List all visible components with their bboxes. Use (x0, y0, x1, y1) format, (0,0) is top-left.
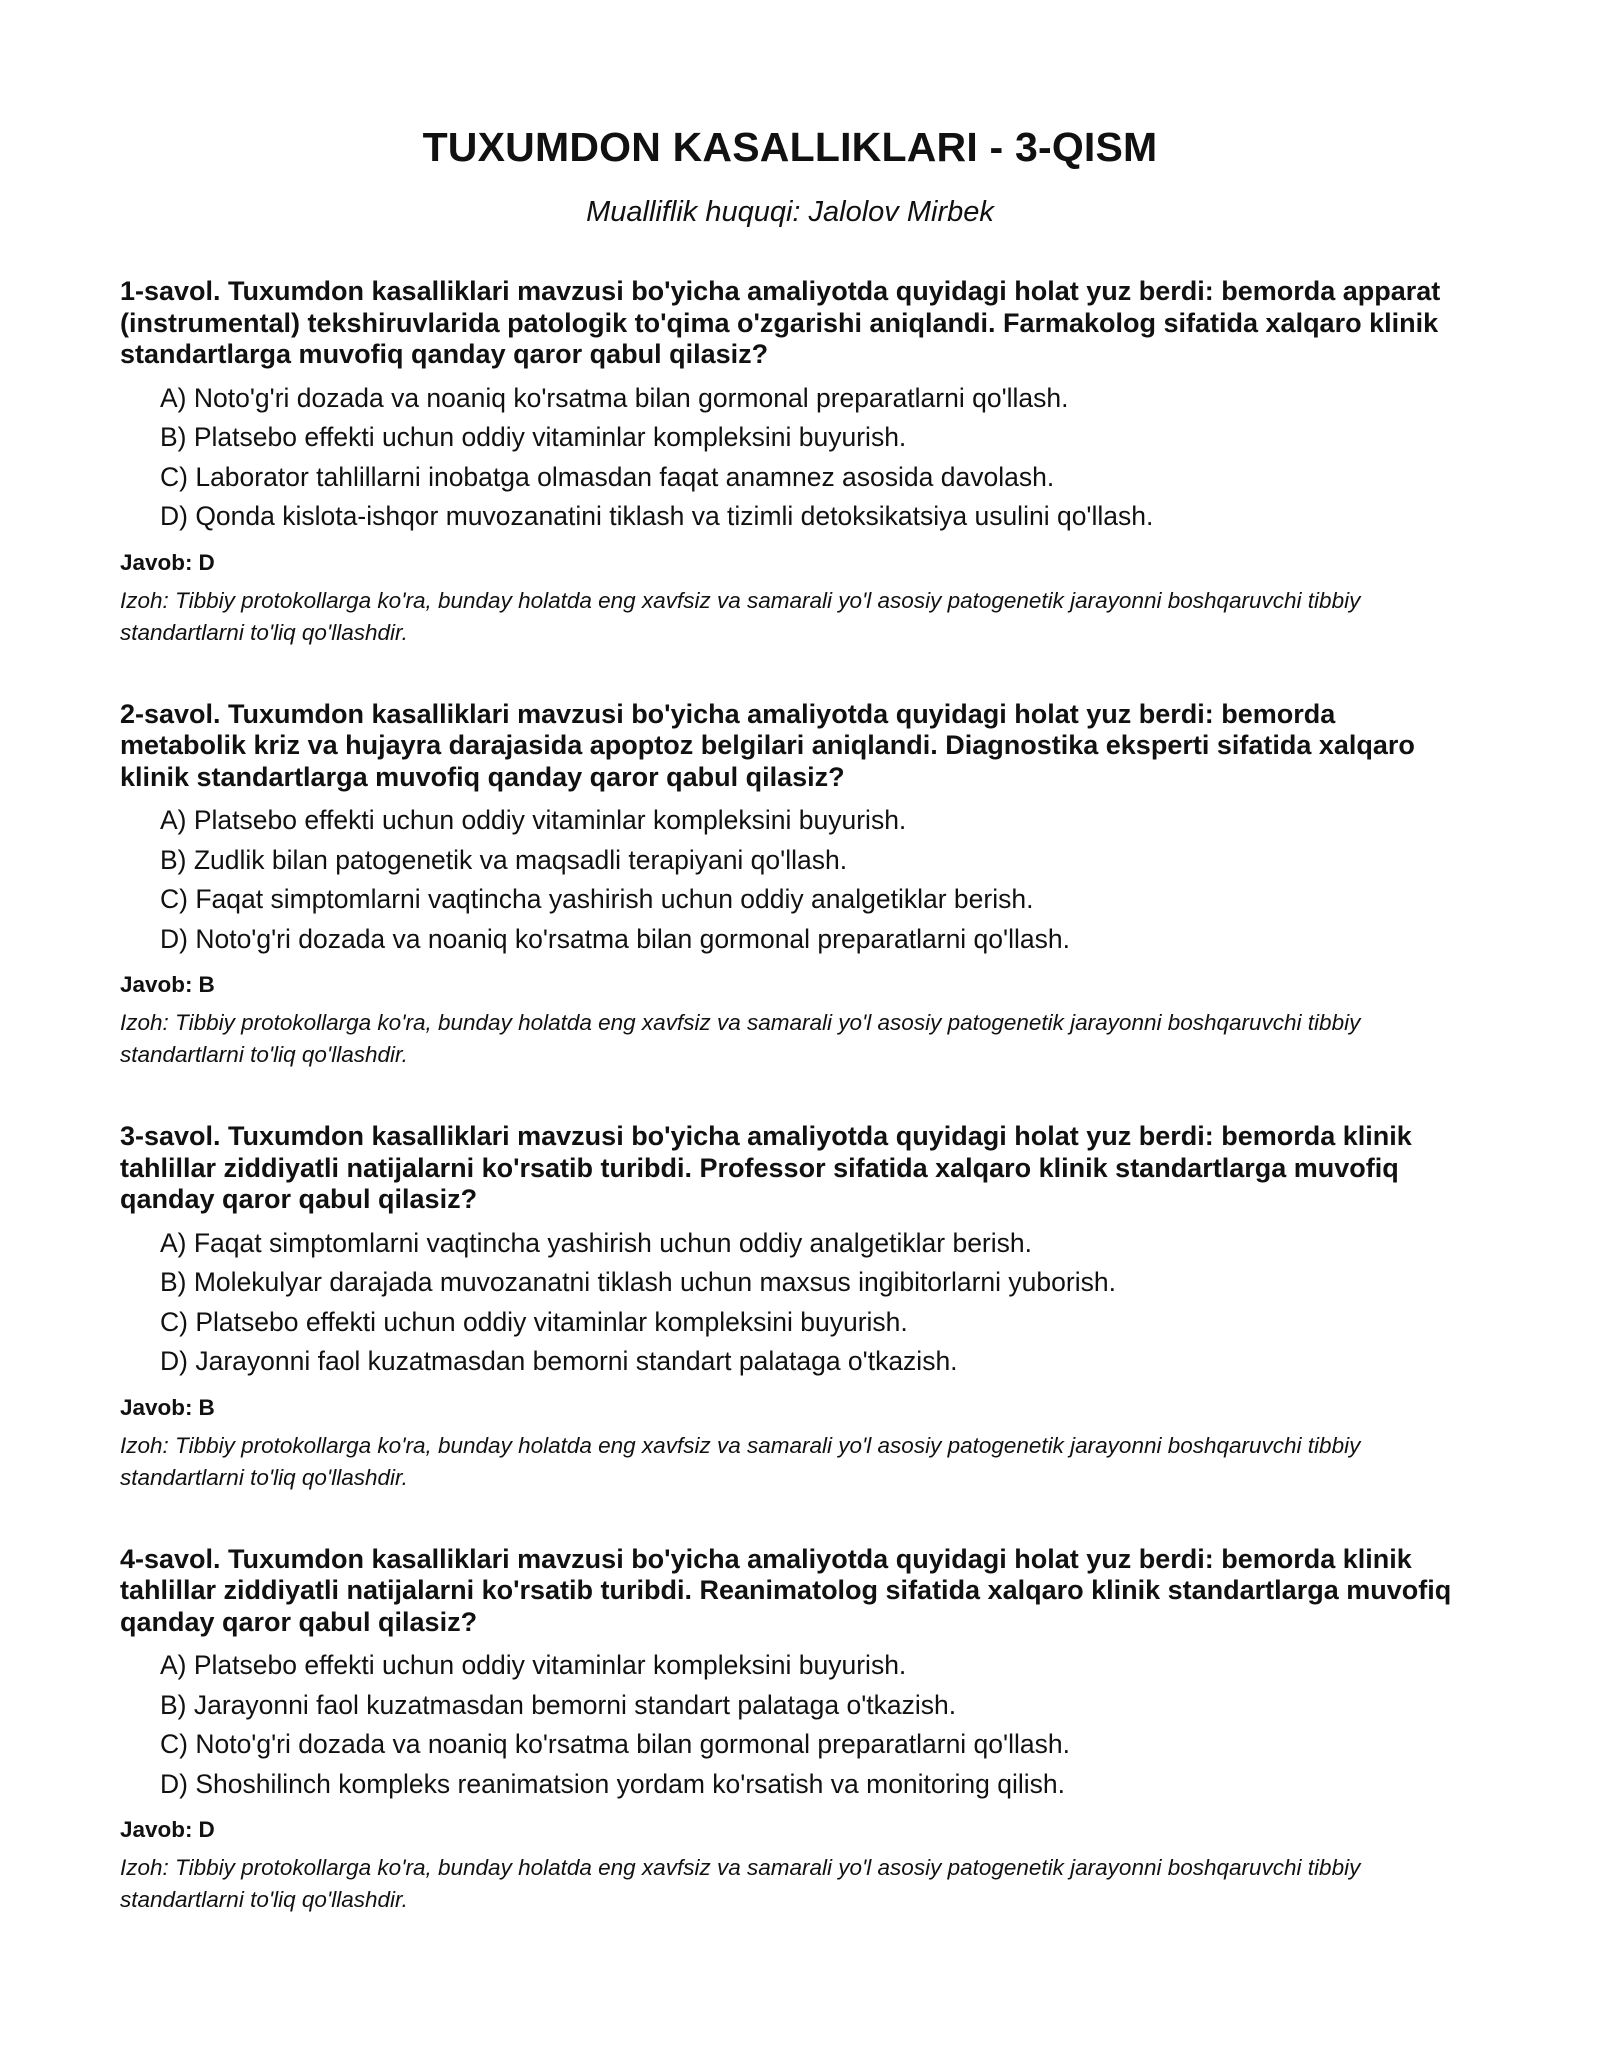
option-list (120, 379, 1460, 537)
option-c: C) Platsebo effekti uchun oddiy vitaminlar kompleksini buyurish. (160, 1306, 908, 1337)
answer-label: Javob: (120, 549, 193, 575)
option-b: B) Molekulyar darajada muvozanatni tiklash uchun maxsus ingibitorlarni yuborish. (160, 1267, 1116, 1297)
option-a: A) Platsebo effekti uchun oddiy vitaminlar kompleksini buyurish. (160, 1650, 907, 1680)
option-c: C) Noto'g'ri dozada va noaniq ko'rsatma bilan gormonal preparatlarni qo'llash. (160, 1729, 1070, 1759)
explanation-text: Izoh: Tibbiy protokollarga ko'ra, bunday holatda eng xavfsiz va samarali yo'l asosiy patogenetik jarayonni boshqaruvchi tibbiy standartlarni to'liq qo'llashdir. (120, 1855, 1361, 1912)
answer-line (120, 969, 1460, 1001)
option-a: A) Noto'g'ri dozada va noaniq ko'rsatma bilan gormonal preparatlarni qo'llash. (160, 382, 1069, 413)
question-block (120, 276, 1460, 649)
explanation-text: Izoh: Tibbiy protokollarga ko'ra, bunday holatda eng xavfsiz va samarali yo'l asosiy patogenetik jarayonni boshqaruvchi tibbiy standartlarni to'liq qo'llashdir. (120, 1432, 1361, 1490)
answer-line (120, 1814, 1460, 1846)
option-c: C) Faqat simptomlarni vaqtincha yashirish uchun oddiy analgetiklar berish. (160, 884, 1034, 914)
answer-label: Javob: (120, 1394, 193, 1420)
question-list (120, 276, 1460, 1916)
document-title: TUXUMDON KASALLIKLARI - 3-QISM (422, 124, 1158, 170)
answer-line (120, 1392, 1460, 1424)
option-a: A) Platsebo effekti uchun oddiy vitaminlar kompleksini buyurish. (160, 805, 907, 835)
option-c: C) Laborator tahlillarni inobatga olmasdan faqat anamnez asosida davolash. (160, 461, 1055, 492)
option-b: B) Platsebo effekti uchun oddiy vitaminlar kompleksini buyurish. (160, 422, 907, 452)
answer-label: Javob: (120, 1817, 193, 1842)
question-text: 3-savol. Tuxumdon kasalliklari mavzusi bo'yicha amaliyotda quyidagi holat yuz berdi: bemorda klinik tahlillar ziddiyatli natijalarni ko'rsatib turibdi. Professor sifatida xalqaro klinik standartlarga muvofiq qanday qaror qabul qilasiz? (120, 1121, 1412, 1214)
explanation-text: Izoh: Tibbiy protokollarga ko'ra, bunday holatda eng xavfsiz va samarali yo'l asosiy patogenetik jarayonni boshqaruvchi tibbiy standartlarni to'liq qo'llashdir. (120, 1010, 1361, 1067)
answer-value: D (198, 1817, 215, 1842)
copyright-line: Mualliflik huquqi: Jalolov Mirbek (586, 196, 994, 228)
question-block (120, 1121, 1460, 1494)
option-b: B) Jarayonni faol kuzatmasdan bemorni standart palataga o'tkazish. (160, 1689, 957, 1720)
answer-value: D (198, 549, 215, 575)
option-d: D) Noto'g'ri dozada va noaniq ko'rsatma bilan gormonal preparatlarni qo'llash. (160, 923, 1070, 954)
option-d: D) Shoshilinch kompleks reanimatsion yordam ko'rsatish va monitoring qilish. (160, 1768, 1065, 1799)
answer-value: B (198, 1394, 215, 1420)
question-text: 2-savol. Tuxumdon kasalliklari mavzusi bo'yicha amaliyotda quyidagi holat yuz berdi: bemorda metabolik kriz va hujayra darajasida apoptoz belgilari aniqlandi. Diagnostika eksperti sifatida xalqaro klinik standartlarga muvofiq qanday qaror qabul qilasiz? (120, 698, 1415, 792)
answer-label: Javob: (120, 972, 193, 997)
answer-line (120, 547, 1460, 579)
explanation-text: Izoh: Tibbiy protokollarga ko'ra, bunday holatda eng xavfsiz va samarali yo'l asosiy patogenetik jarayonni boshqaruvchi tibbiy standartlarni to'liq qo'llashdir. (120, 587, 1361, 645)
option-a: A) Faqat simptomlarni vaqtincha yashirish uchun oddiy analgetiklar berish. (160, 1227, 1032, 1258)
option-d: D) Qonda kislota-ishqor muvozanatini tiklash va tizimli detoksikatsiya usulini qo'llash. (160, 501, 1154, 531)
question-text: 4-savol. Tuxumdon kasalliklari mavzusi bo'yicha amaliyotda quyidagi holat yuz berdi: bemorda klinik tahlillar ziddiyatli natijalarni ko'rsatib turibdi. Reanimatolog sifatida xalqaro klinik standartlarga muvofiq qanday qaror qabul qilasiz? (120, 1543, 1452, 1637)
question-block (120, 1544, 1460, 1917)
question-text: 1-savol. Tuxumdon kasalliklari mavzusi bo'yicha amaliyotda quyidagi holat yuz berdi: bemorda apparat (instrumental) tekshiruvlarida patologik to'qima o'zgarishi aniqlandi. Farmakolog sifatida xalqaro klinik standartlarga muvofiq qanday qaror qabul qilasiz? (120, 276, 1441, 369)
option-d: D) Jarayonni faol kuzatmasdan bemorni standart palataga o'tkazish. (160, 1346, 958, 1376)
option-list (120, 1224, 1460, 1382)
answer-value: B (198, 972, 215, 997)
option-b: B) Zudlik bilan patogenetik va maqsadli terapiyani qo'llash. (160, 844, 848, 875)
option-list (120, 1646, 1460, 1804)
option-list (120, 801, 1460, 959)
question-block (120, 699, 1460, 1072)
document-page (120, 0, 1460, 1966)
